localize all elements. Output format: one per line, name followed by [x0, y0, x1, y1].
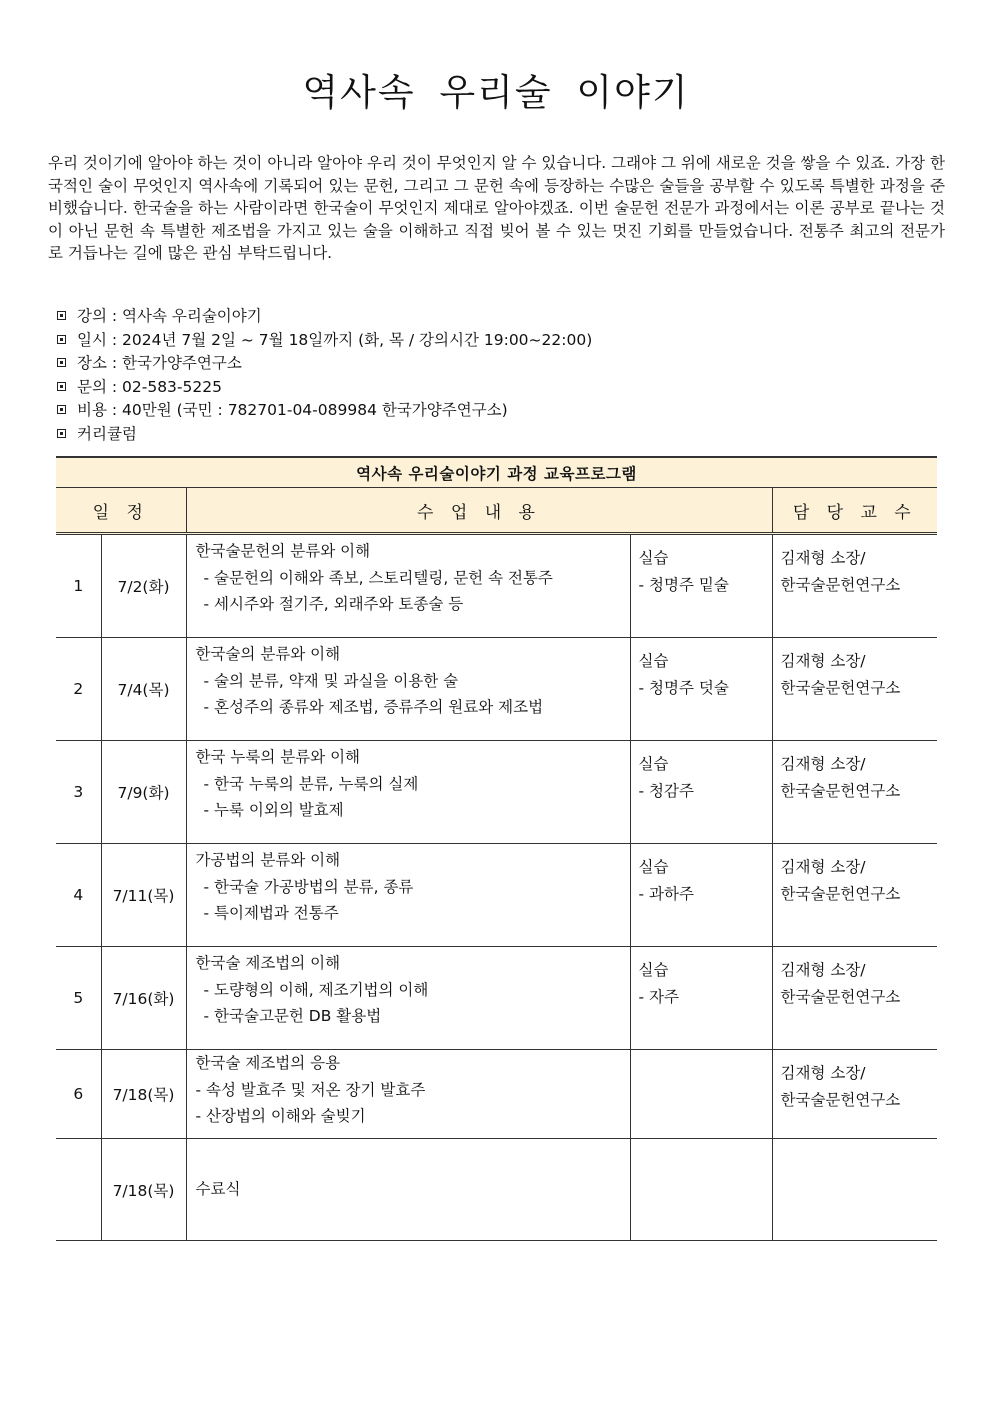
- info-item-curriculum: 커리큘럼: [57, 423, 592, 447]
- practice-item: - 자주: [638, 988, 679, 1006]
- row-topic: 가공법의 분류와 이해: [195, 851, 341, 869]
- instructor-name: 김재형 소장/: [780, 549, 866, 567]
- row-instructor: [772, 1050, 937, 1139]
- row-topic: 수료식: [195, 1180, 241, 1199]
- row-number: 5: [56, 947, 101, 1050]
- instructor-org: 한국술문헌연구소: [780, 679, 901, 697]
- row-content: [186, 1050, 630, 1139]
- instructor-name: 김재형 소장/: [780, 961, 866, 979]
- row-topic: 한국 누룩의 분류와 이해: [195, 748, 361, 766]
- row-instructor: [772, 1139, 937, 1241]
- table-caption: 역사속 우리술이야기 과정 교육프로그램: [56, 457, 937, 488]
- instructor-name: 김재형 소장/: [780, 858, 866, 876]
- table-row: [56, 844, 937, 947]
- header-schedule: 일 정: [56, 488, 186, 534]
- table-row: [56, 638, 937, 741]
- row-date: 7/9(화): [101, 741, 186, 844]
- row-detail: - 도량형의 이해, 제조기법의 이해: [203, 980, 429, 999]
- instructor-org: 한국술문헌연구소: [780, 885, 901, 903]
- row-practice: [630, 1139, 772, 1241]
- practice-label: 실습: [638, 961, 669, 979]
- program-table: [56, 456, 937, 1241]
- table-row: [56, 947, 937, 1050]
- row-detail: - 산장법의 이해와 술빚기: [195, 1107, 366, 1125]
- row-topic: 한국술 제조법의 응용: [195, 1054, 341, 1072]
- instructor-org: 한국술문헌연구소: [780, 782, 901, 800]
- practice-label: 실습: [638, 858, 669, 876]
- practice-label: 실습: [638, 652, 669, 670]
- row-number: [56, 1139, 101, 1241]
- row-practice: [630, 638, 772, 741]
- row-date: 7/16(화): [101, 947, 186, 1050]
- row-detail: - 한국술고문헌 DB 활용법: [203, 1007, 382, 1025]
- info-item-place: 장소 : 한국가양주연구소: [57, 352, 592, 376]
- row-number: 1: [56, 534, 101, 638]
- header-instructor: 담 당 교 수: [772, 488, 937, 534]
- info-item-cost: 비용 : 40만원 (국민 : 782701-04-089984 한국가양주연구소): [57, 399, 592, 423]
- row-detail: - 술의 분류, 약재 및 과실을 이용한 술: [203, 671, 459, 690]
- practice-label: 실습: [638, 549, 669, 567]
- course-info-list: [57, 305, 592, 446]
- row-content: [186, 947, 630, 1050]
- row-practice: [630, 844, 772, 947]
- row-instructor: [772, 741, 937, 844]
- square-bullet-icon: [57, 358, 66, 367]
- row-detail: - 세시주와 절기주, 외래주와 토종술 등: [203, 595, 464, 613]
- row-detail: - 특이제법과 전통주: [203, 904, 339, 922]
- row-number: 2: [56, 638, 101, 741]
- info-item-lecture: 강의 : 역사속 우리술이야기: [57, 305, 592, 329]
- table-row: [56, 1139, 937, 1241]
- table-row: [56, 1050, 937, 1139]
- document-title: 역사속 우리술 이야기: [302, 71, 690, 114]
- row-topic: 한국술 제조법의 이해: [195, 954, 341, 972]
- instructor-org: 한국술문헌연구소: [780, 1091, 901, 1109]
- row-detail: - 술문헌의 이해와 족보, 스토리텔링, 문헌 속 전통주: [203, 568, 553, 587]
- table-row: [56, 741, 937, 844]
- row-content: [186, 844, 630, 947]
- row-content: [186, 1139, 630, 1241]
- row-practice: [630, 1050, 772, 1139]
- practice-item: - 청감주: [638, 782, 694, 800]
- row-detail: - 혼성주의 종류와 제조법, 증류주의 원료와 제조법: [203, 698, 544, 716]
- practice-item: - 과하주: [638, 885, 694, 903]
- square-bullet-icon: [57, 405, 66, 414]
- info-item-contact: 문의 : 02-583-5225: [57, 376, 592, 400]
- row-content: [186, 534, 630, 638]
- instructor-org: 한국술문헌연구소: [780, 576, 901, 594]
- square-bullet-icon: [57, 311, 66, 320]
- row-practice: [630, 741, 772, 844]
- row-number: 3: [56, 741, 101, 844]
- square-bullet-icon: [57, 335, 66, 344]
- row-detail: - 누룩 이외의 발효제: [203, 801, 344, 819]
- square-bullet-icon: [57, 429, 66, 438]
- row-instructor: [772, 844, 937, 947]
- row-content: [186, 638, 630, 741]
- instructor-name: 김재형 소장/: [780, 652, 866, 670]
- practice-label: 실습: [638, 755, 669, 773]
- row-date: 7/18(목): [101, 1139, 186, 1241]
- row-detail: - 한국술 가공방법의 분류, 종류: [203, 877, 414, 896]
- row-instructor: [772, 947, 937, 1050]
- row-date: 7/2(화): [101, 534, 186, 638]
- practice-item: - 청명주 밑술: [638, 576, 729, 594]
- table-row: [56, 534, 937, 638]
- instructor-org: 한국술문헌연구소: [780, 988, 901, 1006]
- row-practice: [630, 534, 772, 638]
- row-date: 7/11(목): [101, 844, 186, 947]
- practice-item: - 청명주 덧술: [638, 679, 729, 697]
- row-topic: 한국술의 분류와 이해: [195, 645, 341, 663]
- instructor-name: 김재형 소장/: [780, 755, 866, 773]
- row-topic: 한국술문헌의 분류와 이해: [195, 542, 371, 560]
- instructor-name: 김재형 소장/: [780, 1064, 866, 1082]
- intro-paragraph: 우리 것이기에 알아야 하는 것이 아니라 알아야 우리 것이 무엇인지 알 수 있습니다. 그래야 그 위에 새로운 것을 쌓을 수 있죠. 가장 한국적인 술이 무엇인지 역사속에 기록되어 있는 문헌, 그리고 그 문헌 속에 등장하는 수많은 술들을 공부할 수 있도록 특별한 과정을 준비했습니다. 한국술을 하는 사람이라면 한국술이 무엇인지 제대로 알아야겠죠. 이번 술문헌 전문가 과정에서는 이론 공부로 끝나는 것이 아닌 문헌 속 특별한 제조법을 가지고 있는 술을 이해하고 직접 빚어 볼 수 있는 멋진 기회를 만들었습니다. 전통주 최고의 전문가로 거듭나는 길에 많은 관심 부탁드립니다.: [48, 154, 945, 262]
- info-item-date: 일시 : 2024년 7월 2일 ~ 7월 18일까지 (화, 목 / 강의시간 19:00~22:00): [57, 329, 592, 353]
- row-instructor: [772, 638, 937, 741]
- row-date: 7/4(목): [101, 638, 186, 741]
- row-number: 4: [56, 844, 101, 947]
- row-practice: [630, 947, 772, 1050]
- header-content: 수 업 내 용: [186, 488, 772, 534]
- row-date: 7/18(목): [101, 1050, 186, 1139]
- row-instructor: [772, 534, 937, 638]
- row-content: [186, 741, 630, 844]
- row-number: 6: [56, 1050, 101, 1139]
- row-detail: - 속성 발효주 및 저온 장기 발효주: [195, 1080, 426, 1099]
- row-detail: - 한국 누룩의 분류, 누룩의 실제: [203, 774, 419, 793]
- square-bullet-icon: [57, 382, 66, 391]
